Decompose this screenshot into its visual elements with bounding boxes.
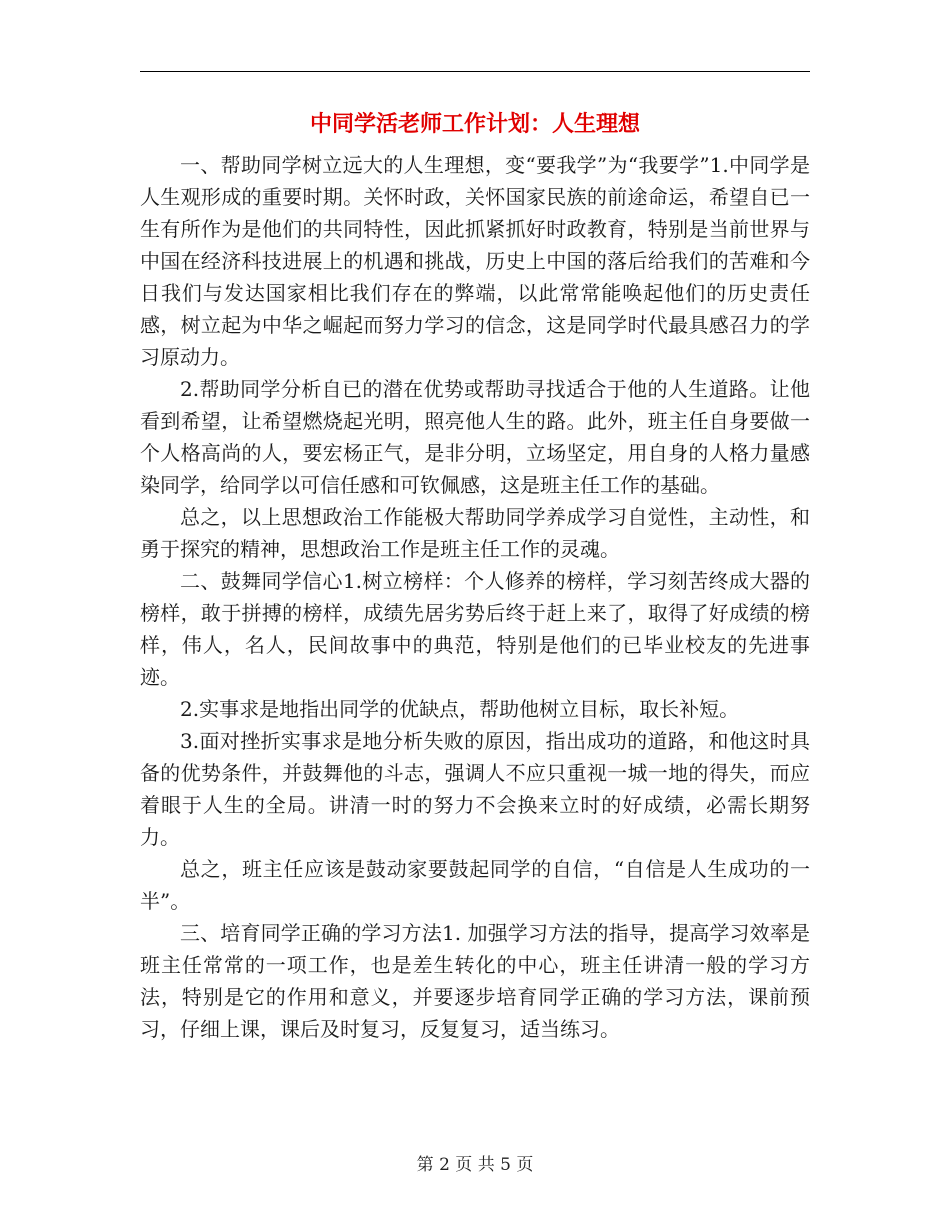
paragraph-4: 二、鼓舞同学信心1.树立榜样：个人修养的榜样，学习刻苦终成大器的榜样，敢于拼搏的榜样，成绩先居劣势后终于赶上来了，取得了好成绩的榜样，伟人，名人，民间故事中的典范，特别是他们的已毕业校友的先进事迹。 [140, 569, 810, 689]
paragraph-6: 3.面对挫折实事求是地分析失败的原因，指出成功的道路，和他这时具备的优势条件，并鼓舞他的斗志，强调人不应只重视一城一地的得失，而应着眼于人生的全局。讲清一时的努力不会换来立时的好成绩，必需长期努力。 [140, 729, 810, 849]
header-rule [140, 71, 810, 72]
paragraph-5: 2.实事求是地指出同学的优缺点，帮助他树立目标，取长补短。 [180, 697, 740, 721]
paragraph-7: 总之，班主任应该是鼓动家要鼓起同学的自信，“自信是人生成功的一半”。 [140, 857, 810, 913]
paragraph-3: 总之，以上思想政治工作能极大帮助同学养成学习自觉性，主动性，和勇于探究的精神，思想政治工作是班主任工作的灵魂。 [140, 505, 810, 561]
document-title: 中同学活老师工作计划：人生理想 [309, 111, 640, 137]
page-number: 第 2 页 共 5 页 [416, 1155, 534, 1175]
document-body [140, 149, 810, 1045]
paragraph-1: 一、帮助同学树立远大的人生理想，变“要我学”为“我要学”1.中同学是人生观形成的重要时期。关怀时政，关怀国家民族的前途命运，希望自已一生有所作为是他们的共同特性，因此抓紧抓好时政教育，特别是当前世界与中国在经济科技进展上的机遇和挑战，历史上中国的落后给我们的苦难和今日我们与发达国家相比我们存在的弊端，以此常常能唤起他们的历史责任感，树立起为中华之崛起而努力学习的信念，这是同学时代最具感召力的学习原动力。 [140, 153, 810, 369]
paragraph-2: 2.帮助同学分析自已的潜在优势或帮助寻找适合于他的人生道路。让他看到希望，让希望燃烧起光明，照亮他人生的路。此外，班主任自身要做一个人格高尚的人，要宏杨正气，是非分明，立场坚定，用自身的人格力量感染同学，给同学以可信任感和可钦佩感，这是班主任工作的基础。 [140, 377, 810, 497]
paragraph-8: 三、培育同学正确的学习方法1. 加强学习方法的指导，提高学习效率是班主任常常的一项工作，也是差生转化的中心，班主任讲清一般的学习方法，特别是它的作用和意义，并要逐步培育同学正确的学习方法，课前预习，仔细上课，课后及时复习，反复复习，适当练习。 [140, 921, 810, 1041]
